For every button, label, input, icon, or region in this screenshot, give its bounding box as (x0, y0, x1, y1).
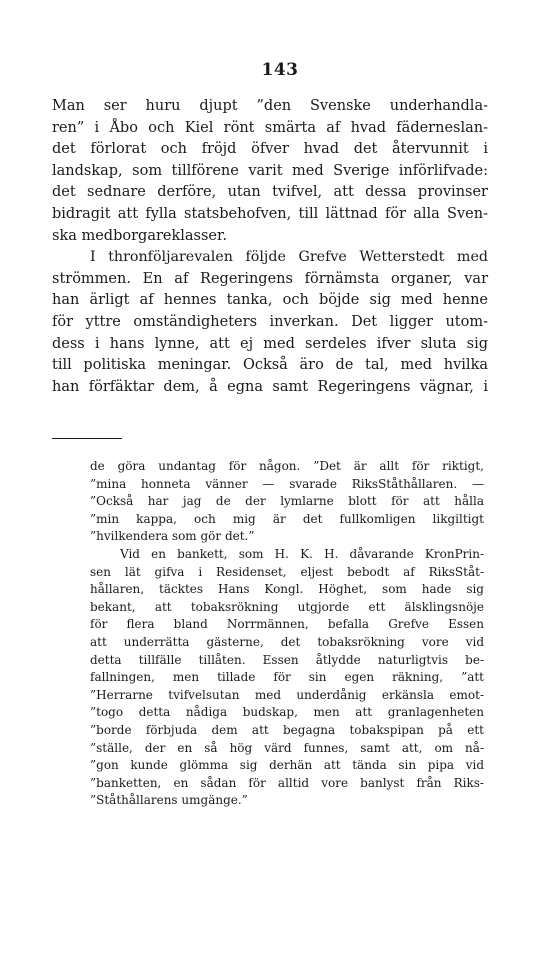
footnote-line: ”borde förbjuda dem att begagna tobakspipan på ett (90, 722, 484, 737)
body-line: dess i hans lynne, att ej med serdeles ifver sluta sig (52, 335, 488, 352)
footnote-line: Vid en bankett, som H. K. H. dåvarande KronPrin- (120, 546, 484, 561)
body-line: bidragit att fylla statsbehofven, till lättnad för alla Sven- (52, 205, 488, 222)
footnote-line: ”min kappa, och mig är det fullkomligen likgiltigt (90, 511, 484, 526)
footnote-line: detta tillfälle tillåten. Essen åtlydde naturligtvis be- (90, 652, 484, 667)
footnote-text (90, 458, 484, 810)
body-line: I thronföljarevalen följde Grefve Wetterstedt med (90, 249, 488, 266)
footnote-line: ”banketten, en sådan för alltid vore banlyst från Riks- (90, 775, 484, 790)
body-line: för yttre omständigheters inverkan. Det ligger utom- (52, 313, 488, 330)
footnote-line: att underrätta gästerne, det tobaksrökning vore vid (90, 634, 484, 649)
body-line: ren” i Åbo och Kiel rönt smärta af hvad fäderneslan- (52, 119, 488, 136)
main-body-text (52, 96, 488, 398)
body-line: landskap, som tillförene varit med Sverige införlifvade: (52, 162, 488, 179)
footnote-line: ”Ståthållarens umgänge.” (90, 793, 248, 808)
footnote-line: för flera bland Norrmännen, befalla Grefve Essen (90, 617, 484, 632)
body-line: han ärligt af hennes tanka, och böjde sig med henne (52, 292, 488, 309)
footnote-line: ”Herrarne tvifvelsutan med underdånig erkänsla emot- (90, 687, 484, 702)
footnote-line: ”ställe, der en så hög värd funnes, samt att, om nå- (90, 740, 484, 755)
footnote-separator (52, 438, 122, 439)
footnote-line: ”Också har jag de der lymlarne blott för att hålla (90, 494, 484, 509)
body-line: han förfäktar dem, å egna samt Regeringens vägnar, i (52, 378, 488, 395)
footnote-line: ”mina honneta vänner — svarade RiksStåthållaren. — (90, 476, 484, 491)
footnote-line: ”gon kunde glömma sig derhän att tända sin pipa vid (90, 758, 484, 773)
footnote-line: ”togo detta nådiga budskap, men att granlagenheten (90, 705, 484, 720)
footnote-line: de göra undantag för någon. ”Det är allt för riktigt, (90, 459, 484, 473)
body-line: ska medborgareklasser. (52, 227, 227, 244)
footnote-line: ”hvilkendera som gör det.” (90, 529, 255, 544)
body-line: det sednare derföre, utan tvifvel, att dessa provinser (52, 184, 488, 201)
footnote-line: bekant, att tobaksrökning utgjorde ett älsklingsnöje (90, 599, 484, 614)
footnote-line: sen lät gifva i Residenset, eljest bebodt af RiksStåt- (90, 564, 484, 579)
body-line: strömmen. En af Regeringens förnämsta organer, var (52, 270, 488, 287)
body-line: Man ser huru djupt ”den Svenske underhandla- (52, 98, 488, 114)
footnote-line: fallningen, men tillade för sin egen räkning, ”att (90, 670, 484, 685)
footnote-line: hållaren, täcktes Hans Kongl. Höghet, som hade sig (90, 582, 484, 597)
body-line: det förlorat och fröjd öfver hvad det återvunnit i (52, 141, 488, 158)
page-number: 143 (261, 60, 299, 80)
body-line: till politiska meningar. Också äro de tal, med hvilka (52, 357, 488, 374)
